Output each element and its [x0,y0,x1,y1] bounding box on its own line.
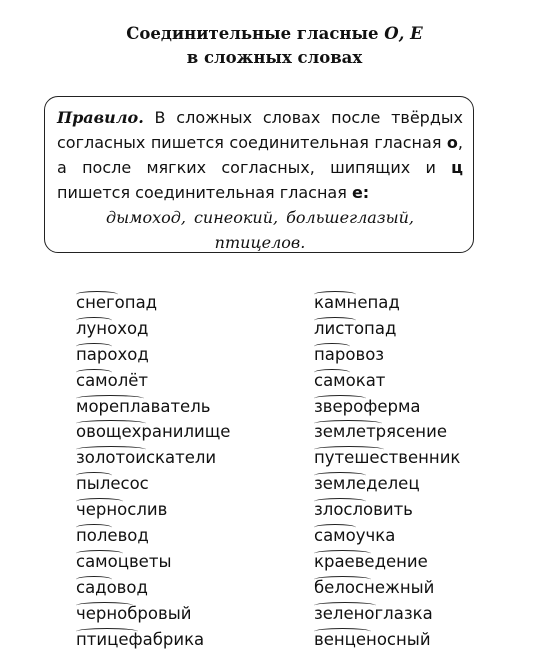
word-list-left [76,290,230,652]
word-item: овощехранилище [76,422,231,442]
word-item: краеведение [314,551,428,571]
root-arc-mark [76,602,133,609]
word-item: садовод [76,577,148,597]
root-arc-mark [314,472,366,479]
root-arc-mark [76,395,144,402]
rule-examples-line-2 [57,230,463,255]
word-item: чернослив [76,500,168,520]
root-arc-mark [76,291,118,298]
rule-example: большеглазый, [286,208,414,227]
root-arc-mark [76,446,146,453]
rule-keyword: Правило. [57,108,144,127]
root-arc-mark [314,498,366,505]
word-item: самолёт [76,370,149,390]
title-letters: О, Е [384,24,423,43]
word-item: золотоискатели [76,448,217,468]
rule-example: дымоход, [106,208,186,227]
root-arc-mark [314,602,376,609]
root-arc-mark [76,498,123,505]
root-arc-mark [314,446,384,453]
rule-text-3: пишется соединительная гласная [57,183,352,202]
title-line-2: в сложных словах [186,48,363,67]
root-arc-mark [76,369,112,376]
rule-letter-o: о [446,133,458,152]
root-arc-mark [76,628,138,635]
rule-letter-ts: ц [451,158,463,177]
word-item: землетрясение [314,422,447,442]
root-arc-mark [314,369,350,376]
word-item: пылесос [76,474,149,494]
word-item: самоучка [314,526,396,546]
rule-example: птицелов. [214,233,306,252]
root-arc-mark [314,628,371,635]
word-item: птицефабрика [76,629,205,649]
word-list-right [314,290,460,652]
rule-example: синеокий, [193,208,279,227]
title-line-1: Соединительные гласные О, Е [126,24,423,43]
word-item: самокат [314,370,386,390]
word-item: злословить [314,500,413,520]
root-arc-mark [76,524,112,531]
root-arc-mark [314,524,356,531]
word-item: венценосный [314,629,431,649]
root-arc-mark [76,420,146,427]
word-item: путешественник [314,448,461,468]
word-item: полевод [76,526,149,546]
root-arc-mark [314,343,350,350]
word-item: зеленоглазка [314,603,433,623]
page-title [0,22,549,70]
word-item: паровоз [314,344,385,364]
word-item: звероферма [314,396,421,416]
word-item: листопад [314,318,397,338]
word-item: белоснежный [314,577,435,597]
root-arc-mark [314,395,366,402]
rule-examples-line-1 [57,205,463,230]
word-item: луноход [76,318,149,338]
root-arc-mark [314,420,382,427]
root-arc-mark [314,291,356,298]
rule-letter-e: е: [351,183,370,202]
root-arc-mark [76,317,112,324]
word-item: мореплаватель [76,396,211,416]
word-item: пароход [76,344,149,364]
root-arc-mark [314,317,356,324]
root-arc-mark [76,472,112,479]
root-arc-mark [76,343,112,350]
root-arc-mark [76,576,112,583]
rule-text-1: В сложных словах после твёрдых согласных пишется соединительная гласная [57,108,463,152]
rule-text-2: , а после мягких согласных, шипящих и [57,133,463,177]
word-item: снегопад [76,293,158,312]
rule-box [44,96,474,253]
word-item: чернобровый [76,603,192,623]
root-arc-mark [314,576,371,583]
root-arc-mark [76,550,123,557]
root-arc-mark [314,550,371,557]
word-item: камнепад [314,293,400,312]
word-item: самоцветы [76,551,172,571]
word-item: земледелец [314,474,420,494]
